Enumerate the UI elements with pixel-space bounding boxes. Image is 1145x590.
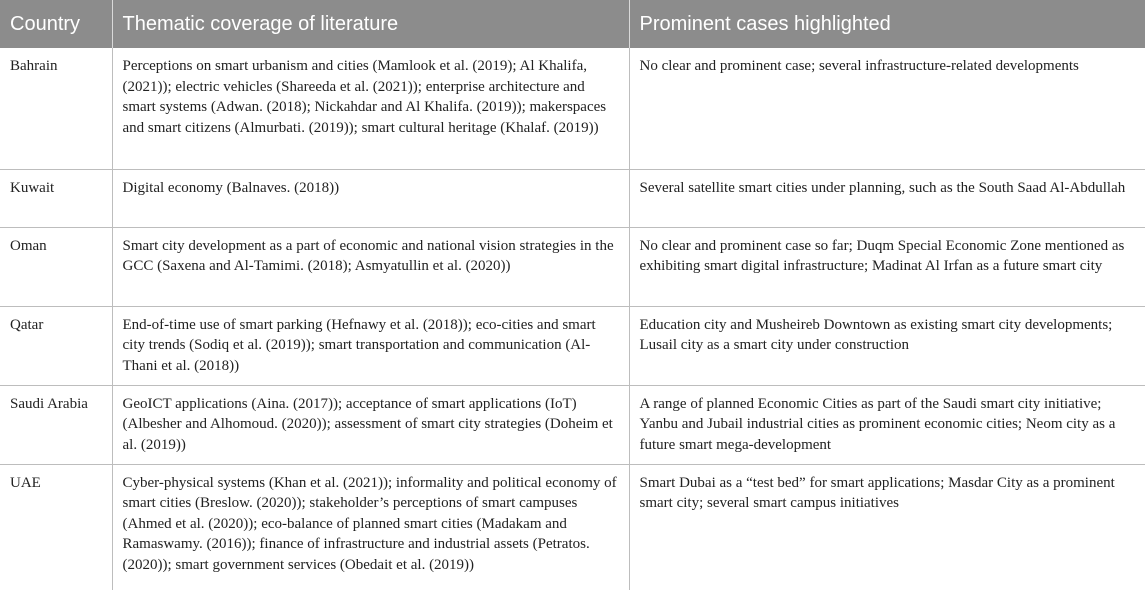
country-cell: UAE	[0, 464, 112, 590]
cases-cell: Smart Dubai as a “test bed” for smart applications; Masdar City as a prominent smart city; several smart campus initiatives	[639, 474, 1115, 511]
cases-cell: No clear and prominent case so far; Duqm Special Economic Zone mentioned as exhibiting smart digital infrastructure; Madinat Al Irfan as a future smart city	[629, 227, 1145, 306]
country-cell: Saudi Arabia	[0, 385, 112, 464]
country-cell: Bahrain	[0, 48, 112, 169]
thematic-cell: End-of-time use of smart parking (Hefnawy et al. (2018)); eco-cities and smart city trends (Sodiq et al. (2019)); smart transportation and communication (Al-Thani et al. (2018))	[112, 306, 629, 385]
table-row	[0, 385, 1145, 464]
cases-cell: A range of planned Economic Cities as part of the Saudi smart city initiative; Yanbu and Jubail industrial cities as prominent economic cities; Neom city as a future smart mega-development	[629, 385, 1145, 464]
cases-cell: No clear and prominent case; several infrastructure-related developments	[629, 48, 1145, 169]
header-prominent-cases: Prominent cases highlighted	[629, 0, 1145, 48]
country-cell: Qatar	[0, 306, 112, 385]
table-row	[0, 464, 1145, 590]
table-row	[0, 306, 1145, 385]
thematic-cell: Digital economy (Balnaves. (2018))	[112, 169, 629, 227]
table-row	[0, 48, 1145, 169]
header-thematic-coverage: Thematic coverage of literature	[112, 0, 629, 48]
cases-cell: Education city and Musheireb Downtown as existing smart city developments; Lusail city as a smart city under construction	[629, 306, 1145, 385]
country-cell: Oman	[0, 227, 112, 306]
header-row	[0, 0, 1145, 48]
table-row	[0, 227, 1145, 306]
country-cell: Kuwait	[0, 169, 112, 227]
thematic-cell: Cyber-physical systems (Khan et al. (2021)); informality and political economy of smart cities (Breslow. (2020)); stakeholder’s perceptions of smart campuses (Ahmed et al. (2020)); eco-balance of planned smart cities (Madakam and Ramaswamy. (2016)); finance of infrastructure and industrial assets (Petratos. (2020)); smart government services (Obedait et al. (2019))	[112, 464, 629, 590]
thematic-cell: Perceptions on smart urbanism and cities (Mamlook et al. (2019); Al Khalifa, (2021)); electric vehicles (Shareeda et al. (2021)); enterprise architecture and smart systems (Adwan. (2018); Nickahdar and Al Khalifa. (2019)); makerspaces and smart citizens (Almurbati. (2019)); smart cultural heritage (Khalaf. (2019))	[112, 48, 629, 169]
header-country: Country	[0, 0, 112, 48]
cases-cell: Several satellite smart cities under planning, such as the South Saad Al-Abdullah	[629, 169, 1145, 227]
table-row	[0, 169, 1145, 227]
thematic-cell: Smart city development as a part of economic and national vision strategies in the GCC (Saxena and Al-Tamimi. (2018); Asmyatullin et al. (2020))	[112, 227, 629, 306]
thematic-cell: GeoICT applications (Aina. (2017)); acceptance of smart applications (IoT) (Albesher and Alhomoud. (2020)); assessment of smart city strategies (Doheim et al. (2019))	[112, 385, 629, 464]
